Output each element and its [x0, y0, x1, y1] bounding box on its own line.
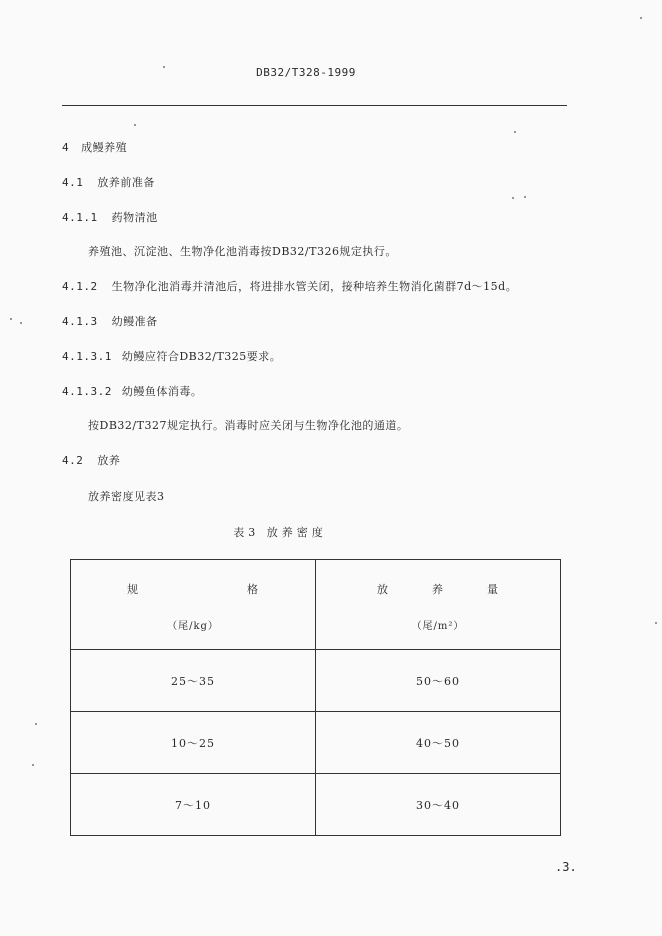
section-4-heading: [62, 139, 127, 155]
section-title: 成鳗养殖: [81, 141, 128, 154]
header-amount-char: 养: [432, 583, 444, 596]
section-number: 4.1.2: [62, 280, 98, 293]
header-spec-char: 格: [247, 583, 259, 596]
header-rule: [62, 105, 567, 106]
section-4-1-3-heading: [62, 313, 158, 329]
spec-cell: 7～10: [71, 774, 316, 836]
scan-speck: [10, 318, 12, 320]
section-title: 幼鳗准备: [111, 315, 158, 328]
section-number: 4.1.3.1: [62, 350, 112, 363]
section-number: 4.1.3.2: [62, 385, 112, 398]
header-amount-char: 放: [377, 583, 389, 596]
scan-speck: [640, 17, 642, 19]
header-spec-unit: （尾/kg）: [167, 621, 219, 632]
section-number: 4: [62, 141, 70, 154]
amount-cell: 50～60: [316, 650, 561, 712]
spec-cell: 10～25: [71, 712, 316, 774]
stocking-density-table: [70, 559, 561, 836]
scan-speck: [20, 322, 22, 324]
section-4-1-3-2-paragraph: [62, 383, 202, 399]
spec-cell: 25～35: [71, 650, 316, 712]
table-caption: 表3 放养密度: [233, 526, 327, 539]
scan-speck: [655, 622, 657, 624]
scan-speck: [514, 131, 516, 133]
section-text: 生物净化池消毒并清池后，将进排水管关闭，接种培养生物消化菌群7d～15d。: [111, 280, 518, 293]
section-title: 放养: [97, 454, 121, 467]
section-4-1-1-body: 养殖池、沉淀池、生物净化池消毒按DB32/T326规定执行。: [88, 245, 397, 258]
table-header-row: [71, 560, 561, 650]
header-spec-char: 规: [127, 583, 139, 596]
section-4-2-heading: [62, 452, 120, 468]
section-4-1-1-heading: [62, 209, 158, 225]
section-number: 4.1: [62, 176, 84, 189]
scan-speck: [163, 66, 165, 68]
section-title: 药物清池: [111, 211, 158, 224]
header-amount-char: 量: [487, 583, 499, 596]
amount-cell: 40～50: [316, 712, 561, 774]
table-row: [71, 774, 561, 836]
header-amount-cell: [316, 560, 561, 650]
section-text: 幼鳗鱼体消毒。: [121, 385, 203, 398]
scan-speck: [35, 723, 37, 725]
section-number: 4.2: [62, 454, 84, 467]
section-4-1-3-2-body: 按DB32/T327规定执行。消毒时应关闭与生物净化池的通道。: [88, 419, 409, 432]
section-number: 4.1.3: [62, 315, 98, 328]
document-code-header: DB32/T328-1999: [256, 66, 356, 79]
section-4-1-heading: [62, 174, 155, 190]
page-number: .3.: [555, 860, 577, 874]
scan-speck: [524, 196, 526, 198]
scan-speck: [512, 197, 514, 199]
section-number: 4.1.1: [62, 211, 98, 224]
table-row: [71, 650, 561, 712]
amount-cell: 30～40: [316, 774, 561, 836]
table-row: [71, 712, 561, 774]
header-spec-cell: [71, 560, 316, 650]
section-title: 放养前准备: [97, 176, 155, 189]
scan-speck: [32, 764, 34, 766]
scan-speck: [134, 124, 136, 126]
section-4-1-2-paragraph: [62, 278, 517, 294]
section-4-2-body: 放养密度见表3: [88, 490, 165, 503]
header-amount-unit: （尾/m²）: [411, 621, 465, 632]
section-4-1-3-1-paragraph: [62, 348, 281, 364]
section-text: 幼鳗应符合DB32/T325要求。: [121, 350, 282, 363]
